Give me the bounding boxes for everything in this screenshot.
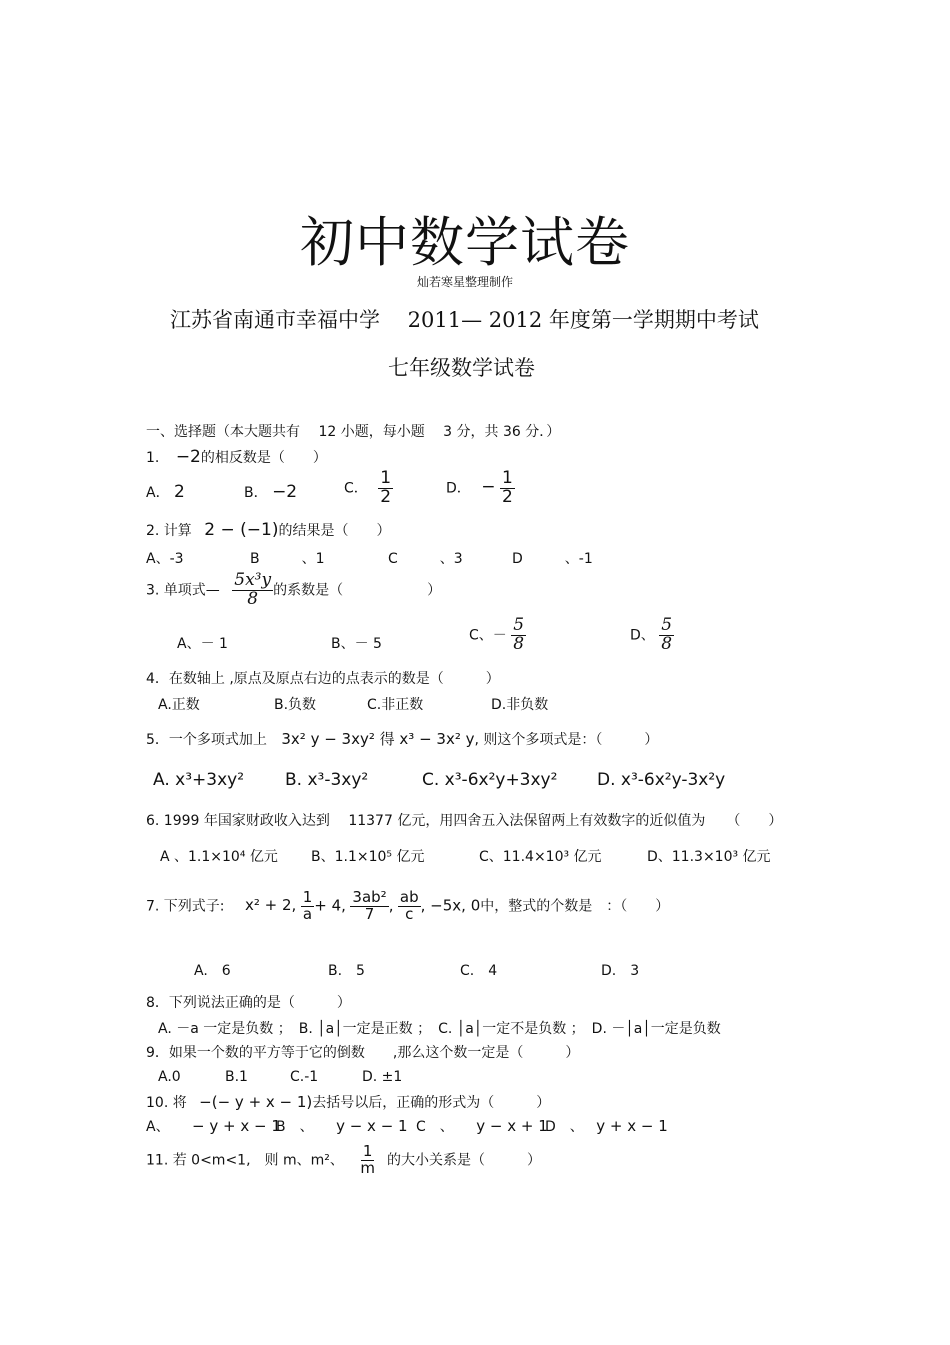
q11-f-num: 1 bbox=[362, 1142, 373, 1160]
q3-d-num: 5 bbox=[661, 615, 673, 635]
q3-option-d bbox=[630, 617, 674, 654]
paper-title: 七年级数学试卷 bbox=[388, 356, 535, 380]
q2-suffix: 的结果是（ ） bbox=[278, 523, 391, 539]
q11-f-den: m bbox=[360, 1158, 375, 1177]
q1-d-fraction bbox=[500, 470, 515, 507]
q2-option-d: D 、-1 bbox=[512, 551, 593, 567]
q5-option-c: C. x³-6x²y+3xy² bbox=[422, 770, 558, 790]
q5-math: 3x² y − 3xy² 得 x³ − 3x² y bbox=[281, 730, 475, 748]
q3-c-num: 5 bbox=[513, 615, 525, 635]
q8-options: A. －a 一定是负数 ； B. │a│一定是正数 ； C. │a│一定不是负数 ； D. －│a│一定是负数 bbox=[158, 1021, 721, 1037]
q7-fraction-1 bbox=[301, 890, 315, 923]
q1-math: −2 bbox=[175, 447, 201, 467]
q1-c-fraction bbox=[378, 470, 393, 507]
q11-suffix: 的大小关系是（ ） bbox=[386, 1152, 541, 1169]
q1-b-value: −2 bbox=[272, 482, 298, 502]
q7-fraction-3 bbox=[398, 890, 421, 923]
q1-c-den: 2 bbox=[380, 486, 392, 507]
q3-option-a: A、－ 1 bbox=[177, 636, 228, 652]
question-11-stem bbox=[146, 1144, 541, 1177]
q1-a-value: 2 bbox=[174, 482, 185, 502]
q1-d-den: 2 bbox=[501, 486, 513, 507]
q11-fraction bbox=[358, 1144, 377, 1177]
q3-c-fraction bbox=[511, 617, 526, 654]
q3-d-den: 8 bbox=[661, 633, 673, 654]
q5-option-b: B. x³-3xy² bbox=[285, 770, 369, 790]
q10-option-c bbox=[416, 1116, 548, 1136]
q2-math: 2 − (−1) bbox=[204, 520, 279, 540]
q7-option-b: B. 5 bbox=[328, 963, 365, 979]
q4-option-d: D.非负数 bbox=[491, 697, 549, 713]
q1-b-label: B． bbox=[244, 485, 268, 501]
q5-option-a: A. x³+3xy² bbox=[153, 770, 245, 790]
school-exam-line: 江苏省南通市幸福中学 2011— 2012 年度第一学期期中考试 bbox=[170, 308, 759, 332]
q3-suffix: 的系数是（ ） bbox=[273, 582, 442, 599]
q6-option-d: D、11.3×10³ 亿元 bbox=[647, 849, 771, 865]
question-9-stem: 9．如果一个数的平方等于它的倒数 ,那么这个数一定是（ ） bbox=[146, 1045, 580, 1061]
question-4-stem: 4．在数轴上 ,原点及原点右边的点表示的数是（ ） bbox=[146, 671, 500, 687]
q7-separator: , bbox=[388, 896, 394, 915]
q2-option-c: C 、3 bbox=[388, 551, 463, 567]
q10-option-d bbox=[545, 1116, 668, 1136]
question-10-stem bbox=[146, 1092, 550, 1112]
q7-f2-den: 7 bbox=[364, 904, 375, 923]
q1-option-a bbox=[146, 482, 185, 502]
question-7-stem bbox=[146, 890, 669, 923]
question-3-stem bbox=[146, 572, 441, 609]
q7-f3-den: c bbox=[405, 904, 414, 923]
q10-option-b bbox=[276, 1116, 408, 1136]
q6-option-a: A 、1.1×10⁴ 亿元 bbox=[160, 849, 278, 865]
question-6-stem: 6. 1999 年国家财政收入达到 11377 亿元，用四舍五入法保留两上有效数字的近似值为 （ ） bbox=[146, 813, 783, 829]
q1-c-num: 1 bbox=[380, 468, 392, 488]
q3-fraction bbox=[232, 572, 273, 609]
q10-math: −(− y + x − 1) bbox=[199, 1093, 313, 1111]
section-heading: 一、选择题（本大题共有 12 小题，每小题 3 分，共 36 分．） bbox=[146, 424, 561, 440]
q1-option-d bbox=[446, 470, 515, 507]
q6-option-b: B、1.1×10⁵ 亿元 bbox=[311, 849, 425, 865]
q7-f3-num: ab bbox=[399, 888, 419, 906]
q4-option-a: A.正数 bbox=[158, 697, 200, 713]
question-2-stem bbox=[146, 520, 390, 540]
question-1-stem bbox=[146, 447, 327, 467]
q1-suffix: 的相反数是（ ） bbox=[200, 450, 327, 466]
q7-f2-num: 3ab² bbox=[352, 888, 387, 906]
q7-prefix: 7. 下列式子: bbox=[146, 898, 225, 915]
q7-option-c: C. 4 bbox=[460, 963, 498, 979]
q1-d-num: 1 bbox=[501, 468, 513, 488]
q5-suffix: , 则这个多项式是：（ ） bbox=[474, 732, 659, 748]
q10-c-math: y − x + 1 bbox=[476, 1117, 548, 1135]
page-title: 初中数学试卷 bbox=[300, 211, 630, 274]
q10-option-a bbox=[146, 1116, 281, 1136]
q10-d-label: D 、 bbox=[545, 1119, 584, 1135]
q2-prefix: 2. 计算 bbox=[146, 523, 192, 539]
q10-prefix: 10. 将 bbox=[146, 1095, 187, 1111]
q7-f1-den: a bbox=[302, 904, 313, 923]
q3-prefix: 3. 单项式— bbox=[146, 582, 220, 599]
question-5-stem bbox=[146, 728, 658, 749]
q6-option-c: C、11.4×10³ 亿元 bbox=[479, 849, 602, 865]
q7-option-a: A. 6 bbox=[194, 963, 231, 979]
q10-d-math: y + x − 1 bbox=[596, 1117, 668, 1135]
q7-suffix: 中，整式的个数是 ：（ ） bbox=[480, 898, 670, 915]
q3-d-label: D、 bbox=[630, 627, 655, 644]
q9-option-d: D. ±1 bbox=[362, 1069, 403, 1085]
q5-prefix: 5．一个多项式加上 bbox=[146, 732, 267, 748]
q1-option-b bbox=[244, 482, 297, 502]
q9-option-a: A.0 bbox=[158, 1069, 181, 1085]
q1-d-sign: − bbox=[481, 477, 496, 498]
q7-fraction-2 bbox=[350, 890, 388, 923]
q10-c-label: C 、 bbox=[416, 1119, 454, 1135]
q10-b-label: B 、 bbox=[276, 1119, 314, 1135]
q1-d-label: D． bbox=[446, 480, 471, 497]
q10-suffix: 去括号以后，正确的形式为（ ） bbox=[312, 1095, 551, 1111]
q3-frac-den: 8 bbox=[247, 588, 259, 609]
q7-expr-3: , −5x, 0 bbox=[420, 896, 481, 915]
q3-option-c bbox=[469, 617, 526, 654]
q7-option-d: D. 3 bbox=[601, 963, 640, 979]
q9-option-c: C.-1 bbox=[290, 1069, 319, 1085]
q7-expr-2: + 4, bbox=[314, 896, 346, 915]
q1-a-label: A． bbox=[146, 485, 170, 501]
q2-option-a: A、-3 bbox=[146, 551, 184, 567]
credit-line: 灿若寒星整理制作 bbox=[417, 275, 514, 289]
q10-a-math: − y + x − 1 bbox=[192, 1117, 281, 1135]
q3-option-b: B、－ 5 bbox=[331, 636, 382, 652]
q10-a-label: A、 bbox=[146, 1119, 170, 1135]
q1-c-label: C． bbox=[344, 480, 368, 497]
q3-c-label: C、－ bbox=[469, 627, 507, 644]
question-8-stem: 8．下列说法正确的是（ ） bbox=[146, 995, 351, 1011]
q9-option-b: B.1 bbox=[225, 1069, 248, 1085]
q7-f1-num: 1 bbox=[302, 888, 313, 906]
q11-prefix: 11. 若 0<m<1, 则 m、m²、 bbox=[146, 1152, 344, 1169]
q4-option-b: B.负数 bbox=[274, 697, 317, 713]
q1-number: 1. bbox=[146, 450, 160, 466]
q2-option-b: B 、1 bbox=[250, 551, 325, 567]
q3-d-fraction bbox=[659, 617, 674, 654]
q3-c-den: 8 bbox=[513, 633, 525, 654]
q4-option-c: C.非正数 bbox=[367, 697, 424, 713]
q7-expr-1: x² + 2, bbox=[244, 896, 297, 915]
q3-frac-num: 5x³y bbox=[234, 570, 272, 590]
q1-option-c bbox=[344, 470, 393, 507]
q5-option-d: D. x³-6x²y-3x²y bbox=[597, 770, 726, 790]
q10-b-math: y − x − 1 bbox=[336, 1117, 408, 1135]
